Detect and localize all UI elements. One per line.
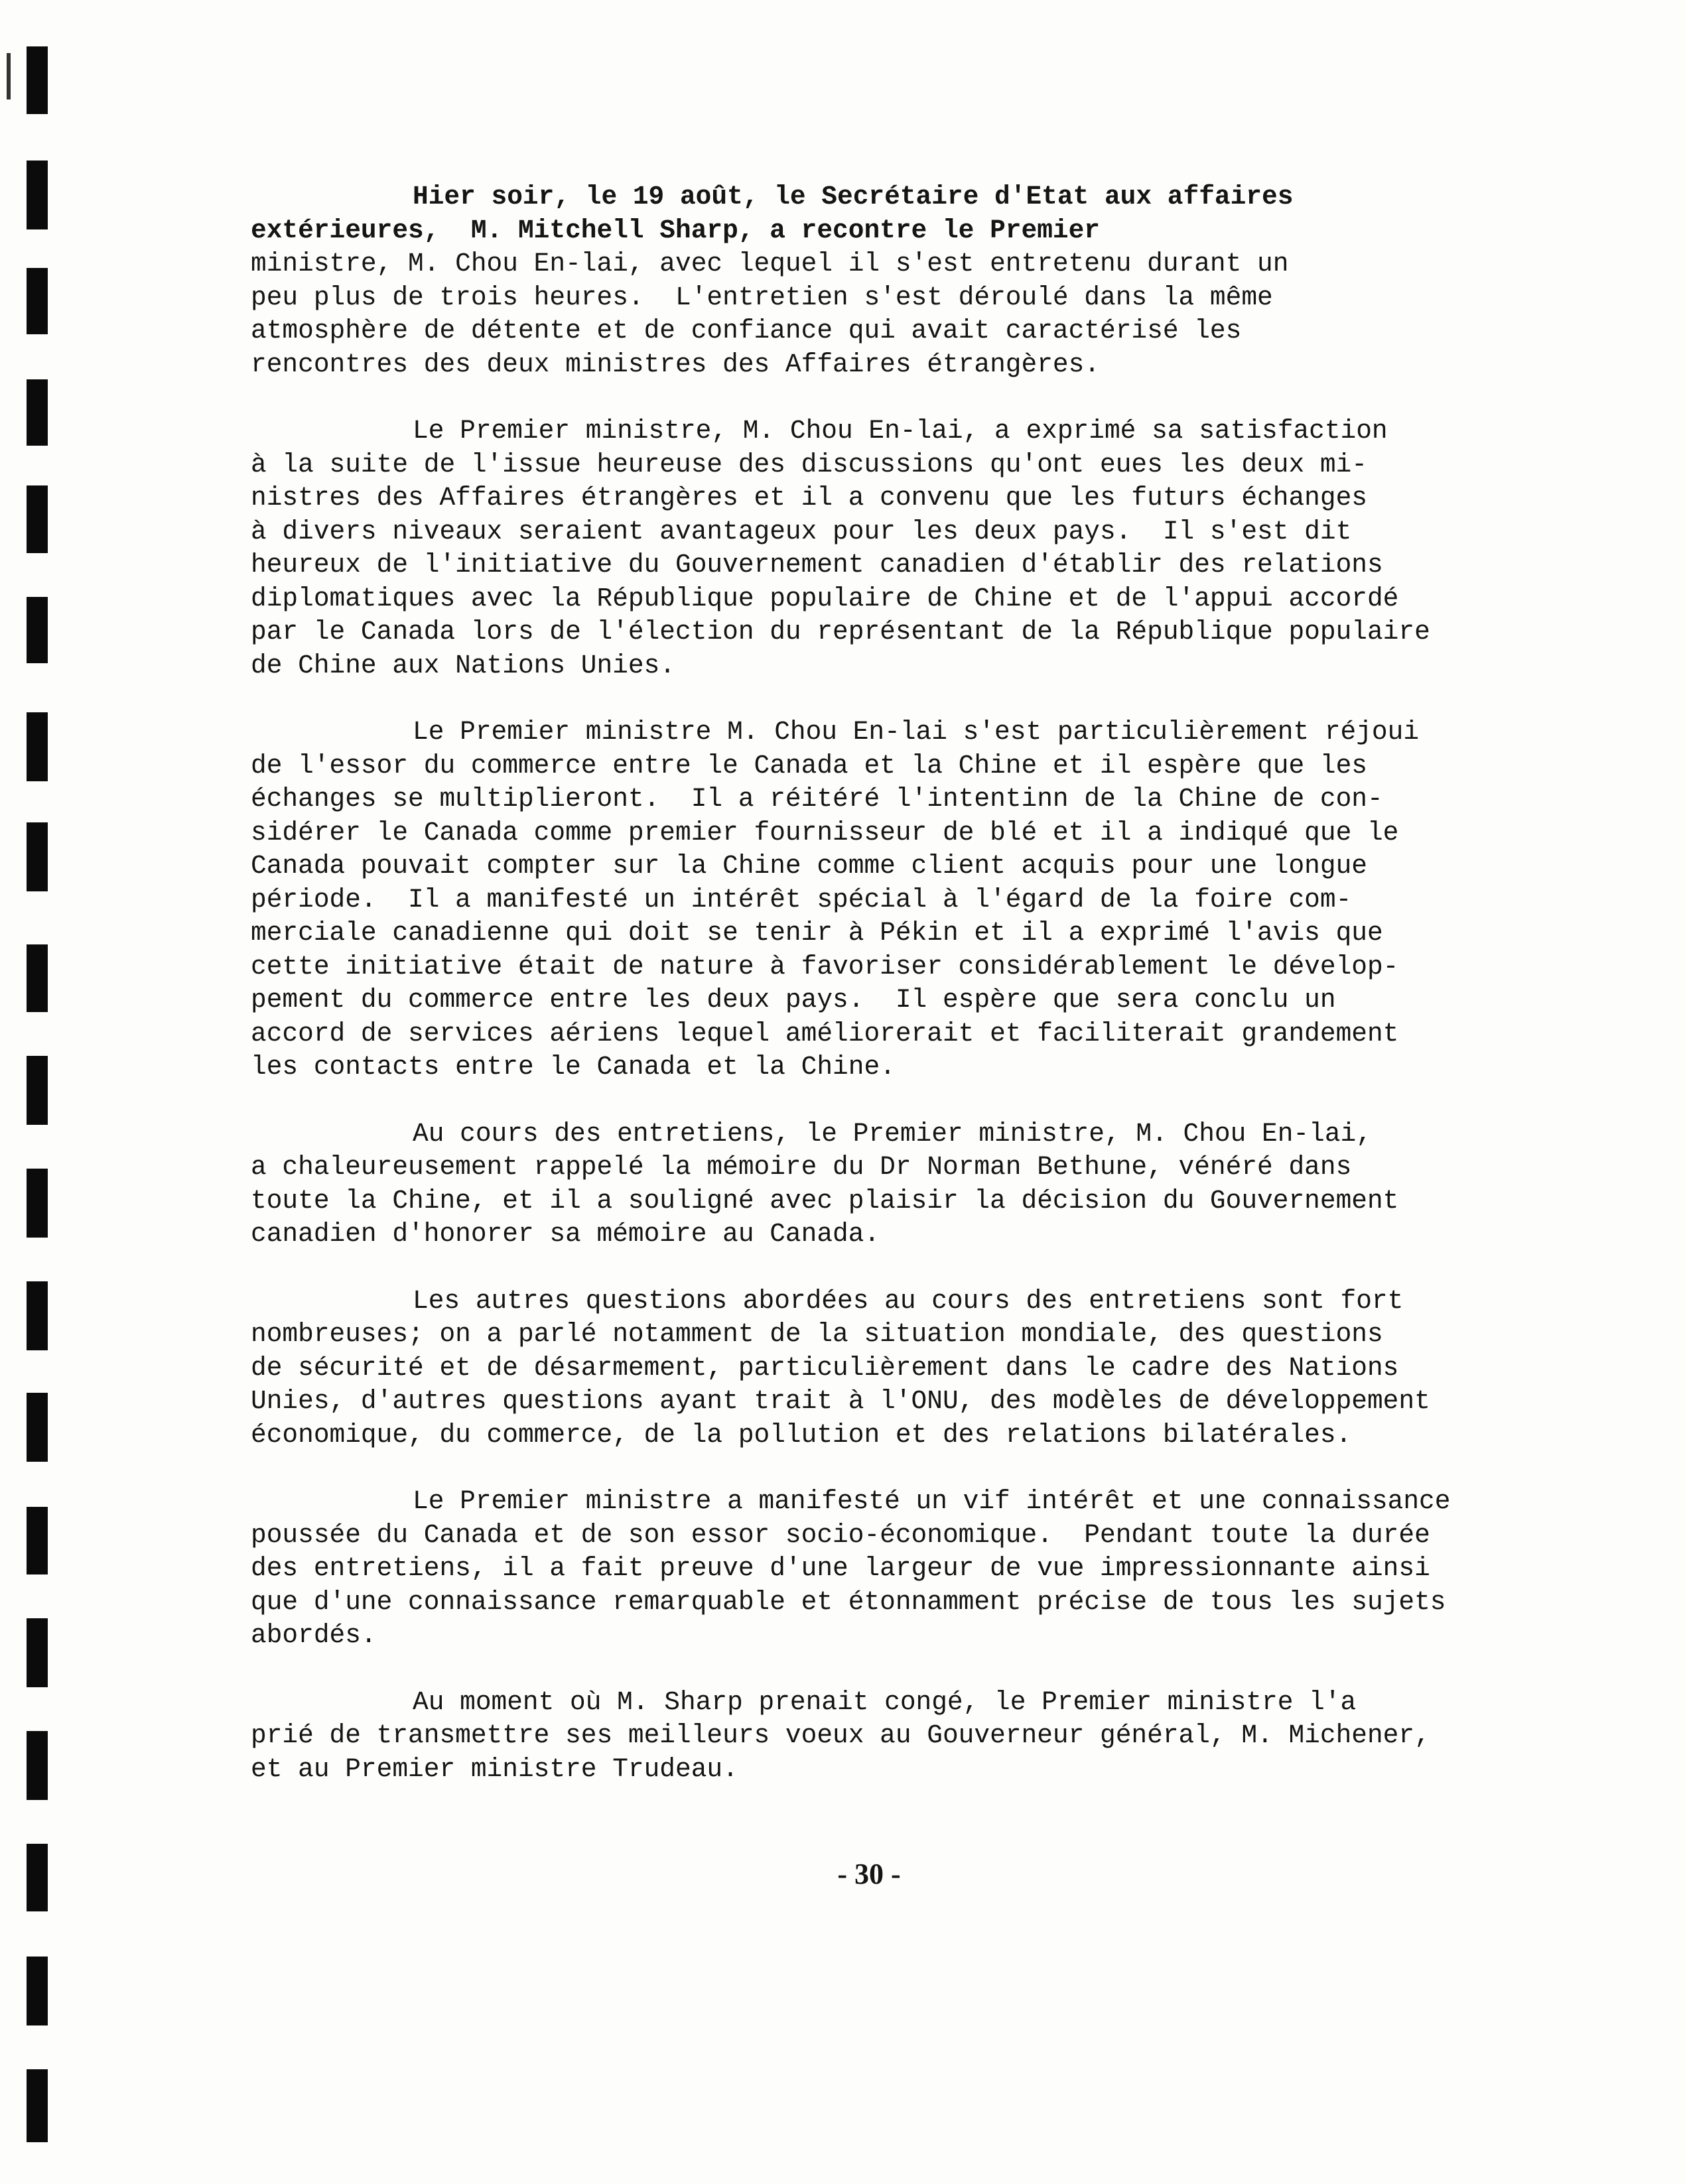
- text-line: rencontres des deux ministres des Affaires étrangères.: [251, 349, 1101, 379]
- paragraph-p5: [251, 1285, 1524, 1452]
- registration-mark: [27, 1957, 48, 2025]
- text-line: échanges se multiplieront. Il a réitéré l'intentinn de la Chine de con-: [251, 784, 1383, 814]
- text-line: que d'une connaissance remarquable et étonnamment précise de tous les sujets: [251, 1586, 1446, 1617]
- registration-mark: [27, 712, 48, 781]
- text-line: canadien d'honorer sa mémoire au Canada.: [251, 1219, 880, 1249]
- text-line: les contacts entre le Canada et la Chine.: [251, 1052, 896, 1082]
- text-line: poussée du Canada et de son essor socio-économique. Pendant toute la durée: [251, 1519, 1430, 1550]
- text-line: atmosphère de détente et de confiance qui avait caractérisé les: [251, 316, 1242, 346]
- registration-mark: [27, 822, 48, 891]
- registration-mark: [27, 944, 48, 1012]
- scan-edge-tick: [7, 53, 11, 99]
- text-line: et au Premier ministre Trudeau.: [251, 1754, 738, 1784]
- body-text: [251, 180, 1524, 1819]
- registration-mark: [27, 1618, 48, 1687]
- text-line: peu plus de trois heures. L'entretien s'est déroulé dans la même: [251, 282, 1273, 312]
- text-line: merciale canadienne qui doit se tenir à Pékin et il a exprimé l'avis que: [251, 918, 1383, 948]
- paragraph-p1: [251, 180, 1524, 381]
- text-line: prié de transmettre ses meilleurs voeux au Gouverneur général, M. Michener,: [251, 1720, 1430, 1750]
- registration-mark: [27, 597, 48, 663]
- text-line: de sécurité et de désarmement, particulièrement dans le cadre des Nations: [251, 1352, 1399, 1383]
- registration-mark: [27, 268, 48, 334]
- registration-mark: [27, 1056, 48, 1125]
- text-line: accord de services aériens lequel améliorerait et faciliterait grandement: [251, 1018, 1399, 1049]
- text-line: sidérer le Canada comme premier fournisseur de blé et il a indiqué que le: [251, 817, 1399, 848]
- text-line: abordés.: [251, 1620, 377, 1650]
- paragraph-p4: [251, 1118, 1524, 1252]
- text-line: pement du commerce entre les deux pays. Il espère que sera conclu un: [251, 985, 1336, 1015]
- text-line: à la suite de l'issue heureuse des discussions qu'ont eues les deux mi-: [251, 449, 1367, 480]
- text-line: économique, du commerce, de la pollution et des relations bilatérales.: [251, 1419, 1352, 1450]
- text-line: Au moment où M. Sharp prenait congé, le Premier ministre l'a: [413, 1687, 1357, 1717]
- registration-mark: [27, 2069, 48, 2142]
- text-line: Hier soir, le 19 août, le Secrétaire d'Etat aux affaires: [413, 182, 1294, 212]
- text-line: Le Premier ministre, M. Chou En-lai, a exprimé sa satisfaction: [413, 416, 1388, 446]
- registration-mark: [27, 46, 48, 114]
- text-line: à divers niveaux seraient avantageux pour les deux pays. Il s'est dit: [251, 516, 1352, 546]
- registration-mark: [27, 485, 48, 553]
- registration-mark: [27, 1393, 48, 1462]
- text-line: extérieures, M. Mitchell Sharp, a recontre le Premier: [251, 215, 1101, 245]
- registration-mark: [27, 1844, 48, 1911]
- page-number: - 30 -: [837, 1858, 901, 1890]
- text-line: nombreuses; on a parlé notamment de la situation mondiale, des questions: [251, 1319, 1383, 1349]
- text-line: a chaleureusement rappelé la mémoire du Dr Norman Bethune, vénéré dans: [251, 1152, 1352, 1182]
- registration-mark: [27, 1731, 48, 1800]
- paragraph-p2: [251, 415, 1524, 682]
- paragraph-p7: [251, 1686, 1524, 1787]
- text-line: de l'essor du commerce entre le Canada et la Chine et il espère que les: [251, 750, 1367, 781]
- registration-mark: [27, 1507, 48, 1574]
- text-line: Le Premier ministre a manifesté un vif intérêt et une connaissance: [413, 1486, 1451, 1516]
- registration-mark: [27, 379, 48, 446]
- registration-mark: [27, 1281, 48, 1350]
- text-line: cette initiative était de nature à favoriser considérablement le dévelop-: [251, 951, 1399, 982]
- scan-registration-marks: [0, 0, 60, 2184]
- text-line: des entretiens, il a fait preuve d'une largeur de vue impressionnante ainsi: [251, 1553, 1430, 1583]
- text-line: de Chine aux Nations Unies.: [251, 650, 676, 680]
- text-line: heureux de l'initiative du Gouvernement canadien d'établir des relations: [251, 550, 1383, 580]
- text-line: par le Canada lors de l'élection du représentant de la République populaire: [251, 617, 1430, 647]
- text-line: Unies, d'autres questions ayant trait à l'ONU, des modèles de développement: [251, 1386, 1430, 1416]
- text-line: toute la Chine, et il a souligné avec plaisir la décision du Gouvernement: [251, 1185, 1399, 1216]
- registration-mark: [27, 1169, 48, 1238]
- text-line: Au cours des entretiens, le Premier ministre, M. Chou En-lai,: [413, 1118, 1372, 1149]
- text-line: Les autres questions abordées au cours des entretiens sont fort: [413, 1285, 1404, 1316]
- text-line: Canada pouvait compter sur la Chine comme client acquis pour une longue: [251, 851, 1367, 881]
- registration-mark: [27, 161, 48, 229]
- text-line: diplomatiques avec la République populaire de Chine et de l'appui accordé: [251, 583, 1399, 613]
- text-line: période. Il a manifesté un intérêt spécial à l'égard de la foire com-: [251, 884, 1352, 915]
- paragraph-p3: [251, 716, 1524, 1084]
- paragraph-p6: [251, 1485, 1524, 1653]
- text-line: Le Premier ministre M. Chou En-lai s'est particulièrement réjoui: [413, 717, 1420, 747]
- text-line: ministre, M. Chou En-lai, avec lequel il s'est entretenu durant un: [251, 249, 1289, 279]
- text-line: nistres des Affaires étrangères et il a convenu que les futurs échanges: [251, 483, 1367, 513]
